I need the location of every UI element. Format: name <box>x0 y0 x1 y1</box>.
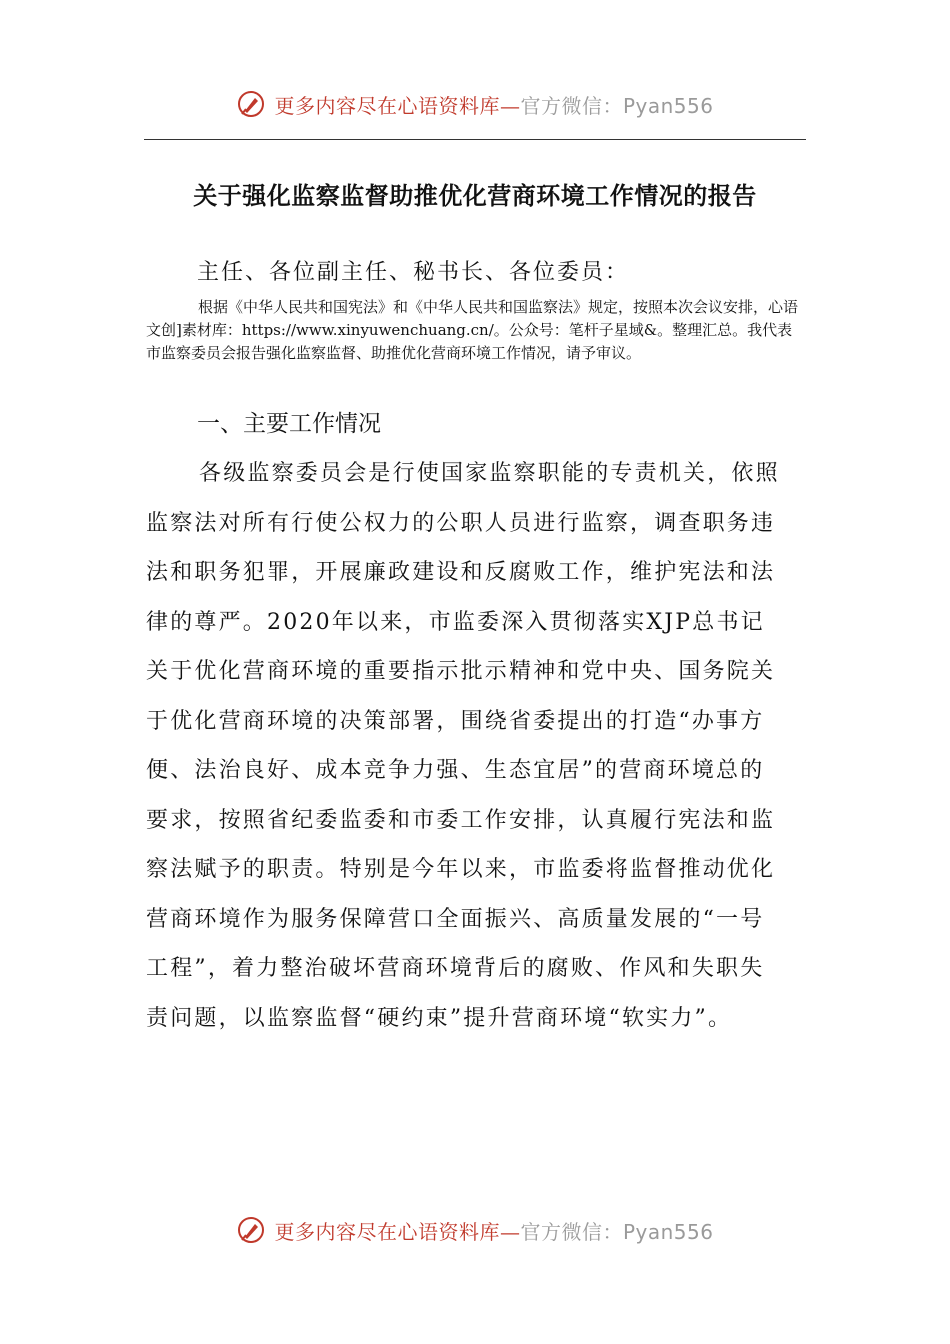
watermark-text: 更多内容尽在心语资料库—官方微信：Pyan556 <box>274 93 714 118</box>
pen-nib-logo-icon <box>236 1215 266 1245</box>
watermark-banner-bottom <box>0 1210 950 1250</box>
watermark-wechat: 官方微信：Pyan556 <box>520 1219 714 1244</box>
header-divider <box>144 139 806 140</box>
watermark-wechat: 官方微信：Pyan556 <box>520 93 714 118</box>
intro-paragraph: 根据《中华人民共和国宪法》和《中华人民共和国监察法》规定，按照本次会议安排，心语文创]素材库：https://www.xinyuwenchuang.cn/。公众号：笔杆子星域&。整理汇总。我代表市监察委员会报告强化监察监督、助推优化营商环境工作情况，请予审议。 <box>146 298 799 362</box>
watermark-text: 更多内容尽在心语资料库—官方微信：Pyan556 <box>274 1219 714 1244</box>
salutation: 主任、各位副主任、秘书长、各位委员： <box>197 260 630 285</box>
document-title: 关于强化监察监督助推优化营商环境工作情况的报告 <box>193 181 757 210</box>
pen-nib-logo-icon <box>236 89 266 119</box>
section-heading: 一、主要工作情况 <box>197 411 381 437</box>
body-paragraph: 各级监察委员会是行使国家监察职能的专责机关，依照监察法对所有行使公权力的公职人员进行监察，调查职务违法和职务犯罪，开展廉政建设和反腐败工作，维护宪法和法律的尊严。2020年以来，市监委深入贯彻落实XJP总书记关于优化营商环境的重要指示批示精神和党中央、国务院关于优化营商环境的决策部署，围绕省委提出的打造“办事方便、法治良好、成本竞争力强、生态宜居”的营商环境总的要求，按照省纪委监委和市委工作安排，认真履行宪法和监察法赋予的职责。特别是今年以来，市监委将监督推动优化营商环境作为服务保障营口全面振兴、高质量发展的“一号工程”，着力整治破坏营商环境背后的腐败、作风和失职失责问题，以监察监督“硬约束”提升营商环境“软实力”。 <box>146 461 780 1031</box>
watermark-banner-top <box>0 84 950 124</box>
